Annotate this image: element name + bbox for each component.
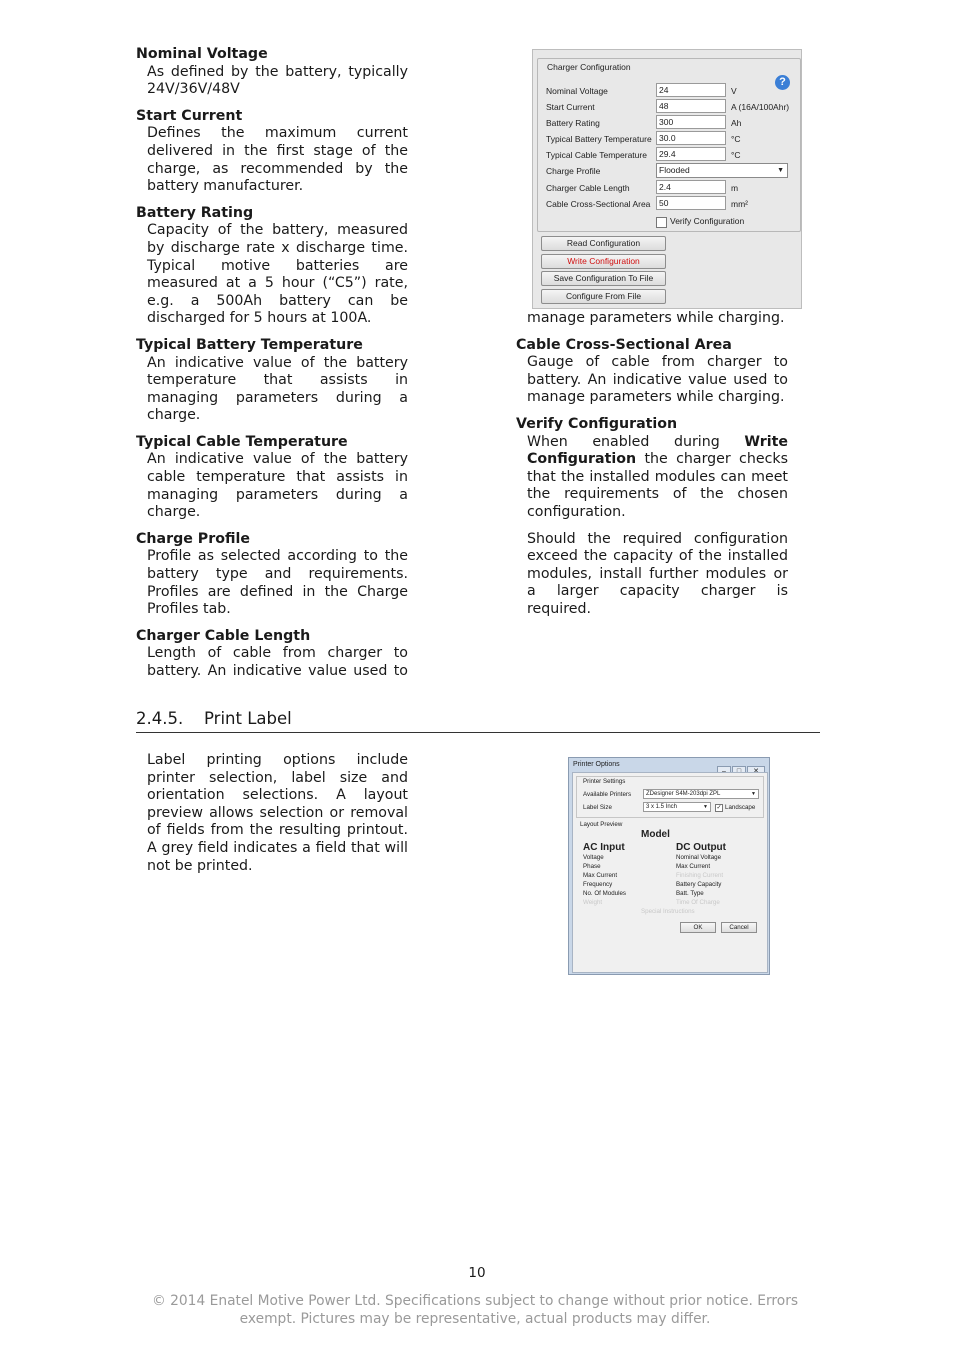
verify-checkbox[interactable] [656,217,667,228]
select-value: Flooded [659,165,690,175]
term-heading: Cable Cross-Sectional Area [516,336,732,353]
unit-label: m [731,183,739,193]
footer-line: © 2014 Enatel Motive Power Ltd. Specifications subject to change without prior notice. Errors [151,1293,799,1309]
unit-label: mm² [731,199,748,209]
preview-field-disabled[interactable]: Time Of Charge [676,899,720,906]
chevron-down-icon: ▼ [777,167,784,174]
definition-bold-text: Write Configuration [527,433,788,468]
preview-field-disabled[interactable]: Weight [583,899,603,906]
right-column [516,310,788,628]
term-definition: Length of cable from charger to battery. An indicative value used to [147,645,408,679]
section-title: Print Label [204,709,292,728]
unit-label: Ah [731,118,742,128]
term-definition: Profile as selected according to the battery type and requirements. Profiles are defined in the Charge Profiles tab. [147,548,408,618]
help-icon[interactable]: ? [775,75,790,90]
charge-profile-label: Charge Profile [546,166,601,176]
term-heading: Nominal Voltage [136,46,268,62]
def-cable-temperature [136,434,408,522]
term-definition: As defined by the battery, typically 24V/36V/48V [147,63,408,98]
select-value: ZDesigner S4M-203dpi ZPL [646,791,721,797]
footer-line: exempt. Pictures may be representative, actual products may differ. [239,1311,711,1327]
preview-field[interactable]: Max Current [583,872,618,879]
battery-rating-label: Battery Rating [546,118,600,128]
landscape-label: Landscape [725,804,756,811]
cable-area-label: Cable Cross-Sectional Area [546,199,651,209]
landscape-checkbox[interactable]: ✓ [716,805,722,811]
definition-text: When enabled during [527,433,745,450]
preview-field[interactable]: Phase [583,863,601,870]
label-size-label: Label Size [583,804,612,811]
unit-label: V [731,86,737,96]
preview-field[interactable]: Battery Capacity [676,881,722,888]
page-number: 10 [468,1265,486,1281]
ok-button[interactable]: OK [680,922,716,933]
config-group [537,58,801,232]
cable-temperature-field[interactable]: 29.4 [656,147,726,161]
def-cable-area [516,337,788,407]
read-configuration-button[interactable]: Read Configuration [541,236,666,251]
select-value: 3 x 1.5 Inch [646,804,678,810]
cable-temperature-label: Typical Cable Temperature [546,150,647,160]
preview-dc-title[interactable]: DC Output [676,842,726,853]
term-heading: Charge Profile [136,530,250,547]
definition-text: the charger checks that the installed modules can meet the requirements of the chosen configuration. [527,451,788,520]
term-definition: Gauge of cable from charger to battery. An indicative value used to manage parameters while charging. [527,354,788,406]
chevron-down-icon: ▼ [703,804,708,810]
def-battery-temperature [136,337,408,425]
left-column [136,46,408,690]
print-label-text [136,752,408,875]
printers-label: Available Printers [583,791,632,798]
start-current-field[interactable]: 48 [656,99,726,113]
preview-field[interactable]: No. Of Modules [583,890,626,897]
def-cable-length [136,628,408,681]
def-charge-profile [136,531,408,619]
term-definition [527,434,788,522]
window-body [572,772,768,973]
nominal-voltage-field[interactable]: 24 [656,83,726,97]
configure-from-file-button[interactable]: Configure From File [541,289,666,304]
term-heading: Typical Battery Temperature [136,336,363,353]
preview-field[interactable]: Voltage [583,854,604,861]
unit-label: A (16A/100Ahr) [731,102,790,112]
preview-field-disabled[interactable]: Finishing Current [676,872,724,879]
group-title: Printer Settings [583,778,626,785]
def-nominal-voltage [136,46,408,99]
def-verify-configuration [516,416,788,619]
start-current-label: Start Current [546,102,595,112]
nominal-voltage-label: Nominal Voltage [546,86,608,96]
preview-label: Layout Preview [580,821,623,828]
term-heading: Typical Cable Temperature [136,433,348,450]
preview-field[interactable]: Frequency [583,881,613,888]
section-number: 2.4.5. [136,709,184,728]
chevron-down-icon: ▼ [751,791,756,797]
printer-options-window [568,757,770,975]
preview-field[interactable]: Batt. Type [676,890,704,897]
def-start-current [136,108,408,196]
window-title: Printer Options [573,761,620,768]
paragraph: Label printing options include printer selection, label size and orientation selections. A layout preview allows selection or removal of fields from the resulting printout. A grey field indicates a field that will not be printed. [147,752,408,874]
cable-length-field[interactable]: 2.4 [656,180,726,194]
cable-length-label: Charger Cable Length [546,183,630,193]
save-configuration-button[interactable]: Save Configuration To File [541,271,666,286]
preview-ac-title[interactable]: AC Input [583,842,625,853]
charge-profile-select[interactable] [656,163,788,178]
label-size-select[interactable] [643,802,711,812]
footer [115,1292,835,1328]
term-heading: Charger Cable Length [136,627,311,644]
term-heading: Start Current [136,107,243,124]
verify-checkbox-label: Verify Configuration [670,216,745,226]
cancel-button[interactable]: Cancel [721,922,757,933]
write-configuration-button[interactable]: Write Configuration [541,254,666,269]
unit-label: °C [731,134,741,144]
unit-label: °C [731,150,741,160]
term-heading: Verify Configuration [516,415,678,432]
group-title: Charger Configuration [547,62,631,72]
term-heading: Battery Rating [136,204,254,221]
term-definition: Defines the maximum current delivered in the first stage of the charge, as recommended by the battery manufacturer. [147,125,408,195]
term-definition: Capacity of the battery, measured by discharge rate x discharge time. Typical motive batteries are measured at a 5 hour (“C5”) rate, e.g. a 500Ah battery can be discharged for 5 hours at 100A. [147,222,408,327]
preview-field[interactable]: Nominal Voltage [676,854,722,861]
cable-area-field[interactable]: 50 [656,196,726,210]
section-heading [136,708,820,733]
battery-temperature-label: Typical Battery Temperature [546,134,652,144]
charger-config-panel [532,49,802,309]
printer-settings-group [576,776,764,818]
battery-temperature-field[interactable]: 30.0 [656,131,726,145]
def-battery-rating [136,205,408,328]
preview-field-disabled[interactable]: Special Instructions [641,908,695,915]
continued-definition: manage parameters while charging. [527,310,785,326]
preview-field[interactable]: Max Current [676,863,711,870]
battery-rating-field[interactable]: 300 [656,115,726,129]
preview-model[interactable]: Model [641,829,670,840]
term-definition: An indicative value of the battery cable temperature that assists in managing parameters during a charge. [147,451,408,521]
printer-select[interactable] [643,789,759,799]
term-definition: Should the required configuration exceed the capacity of the installed modules, install further modules or a larger capacity charger is required. [527,530,788,617]
term-definition: An indicative value of the battery temperature that assists in managing parameters during a charge. [147,354,408,424]
